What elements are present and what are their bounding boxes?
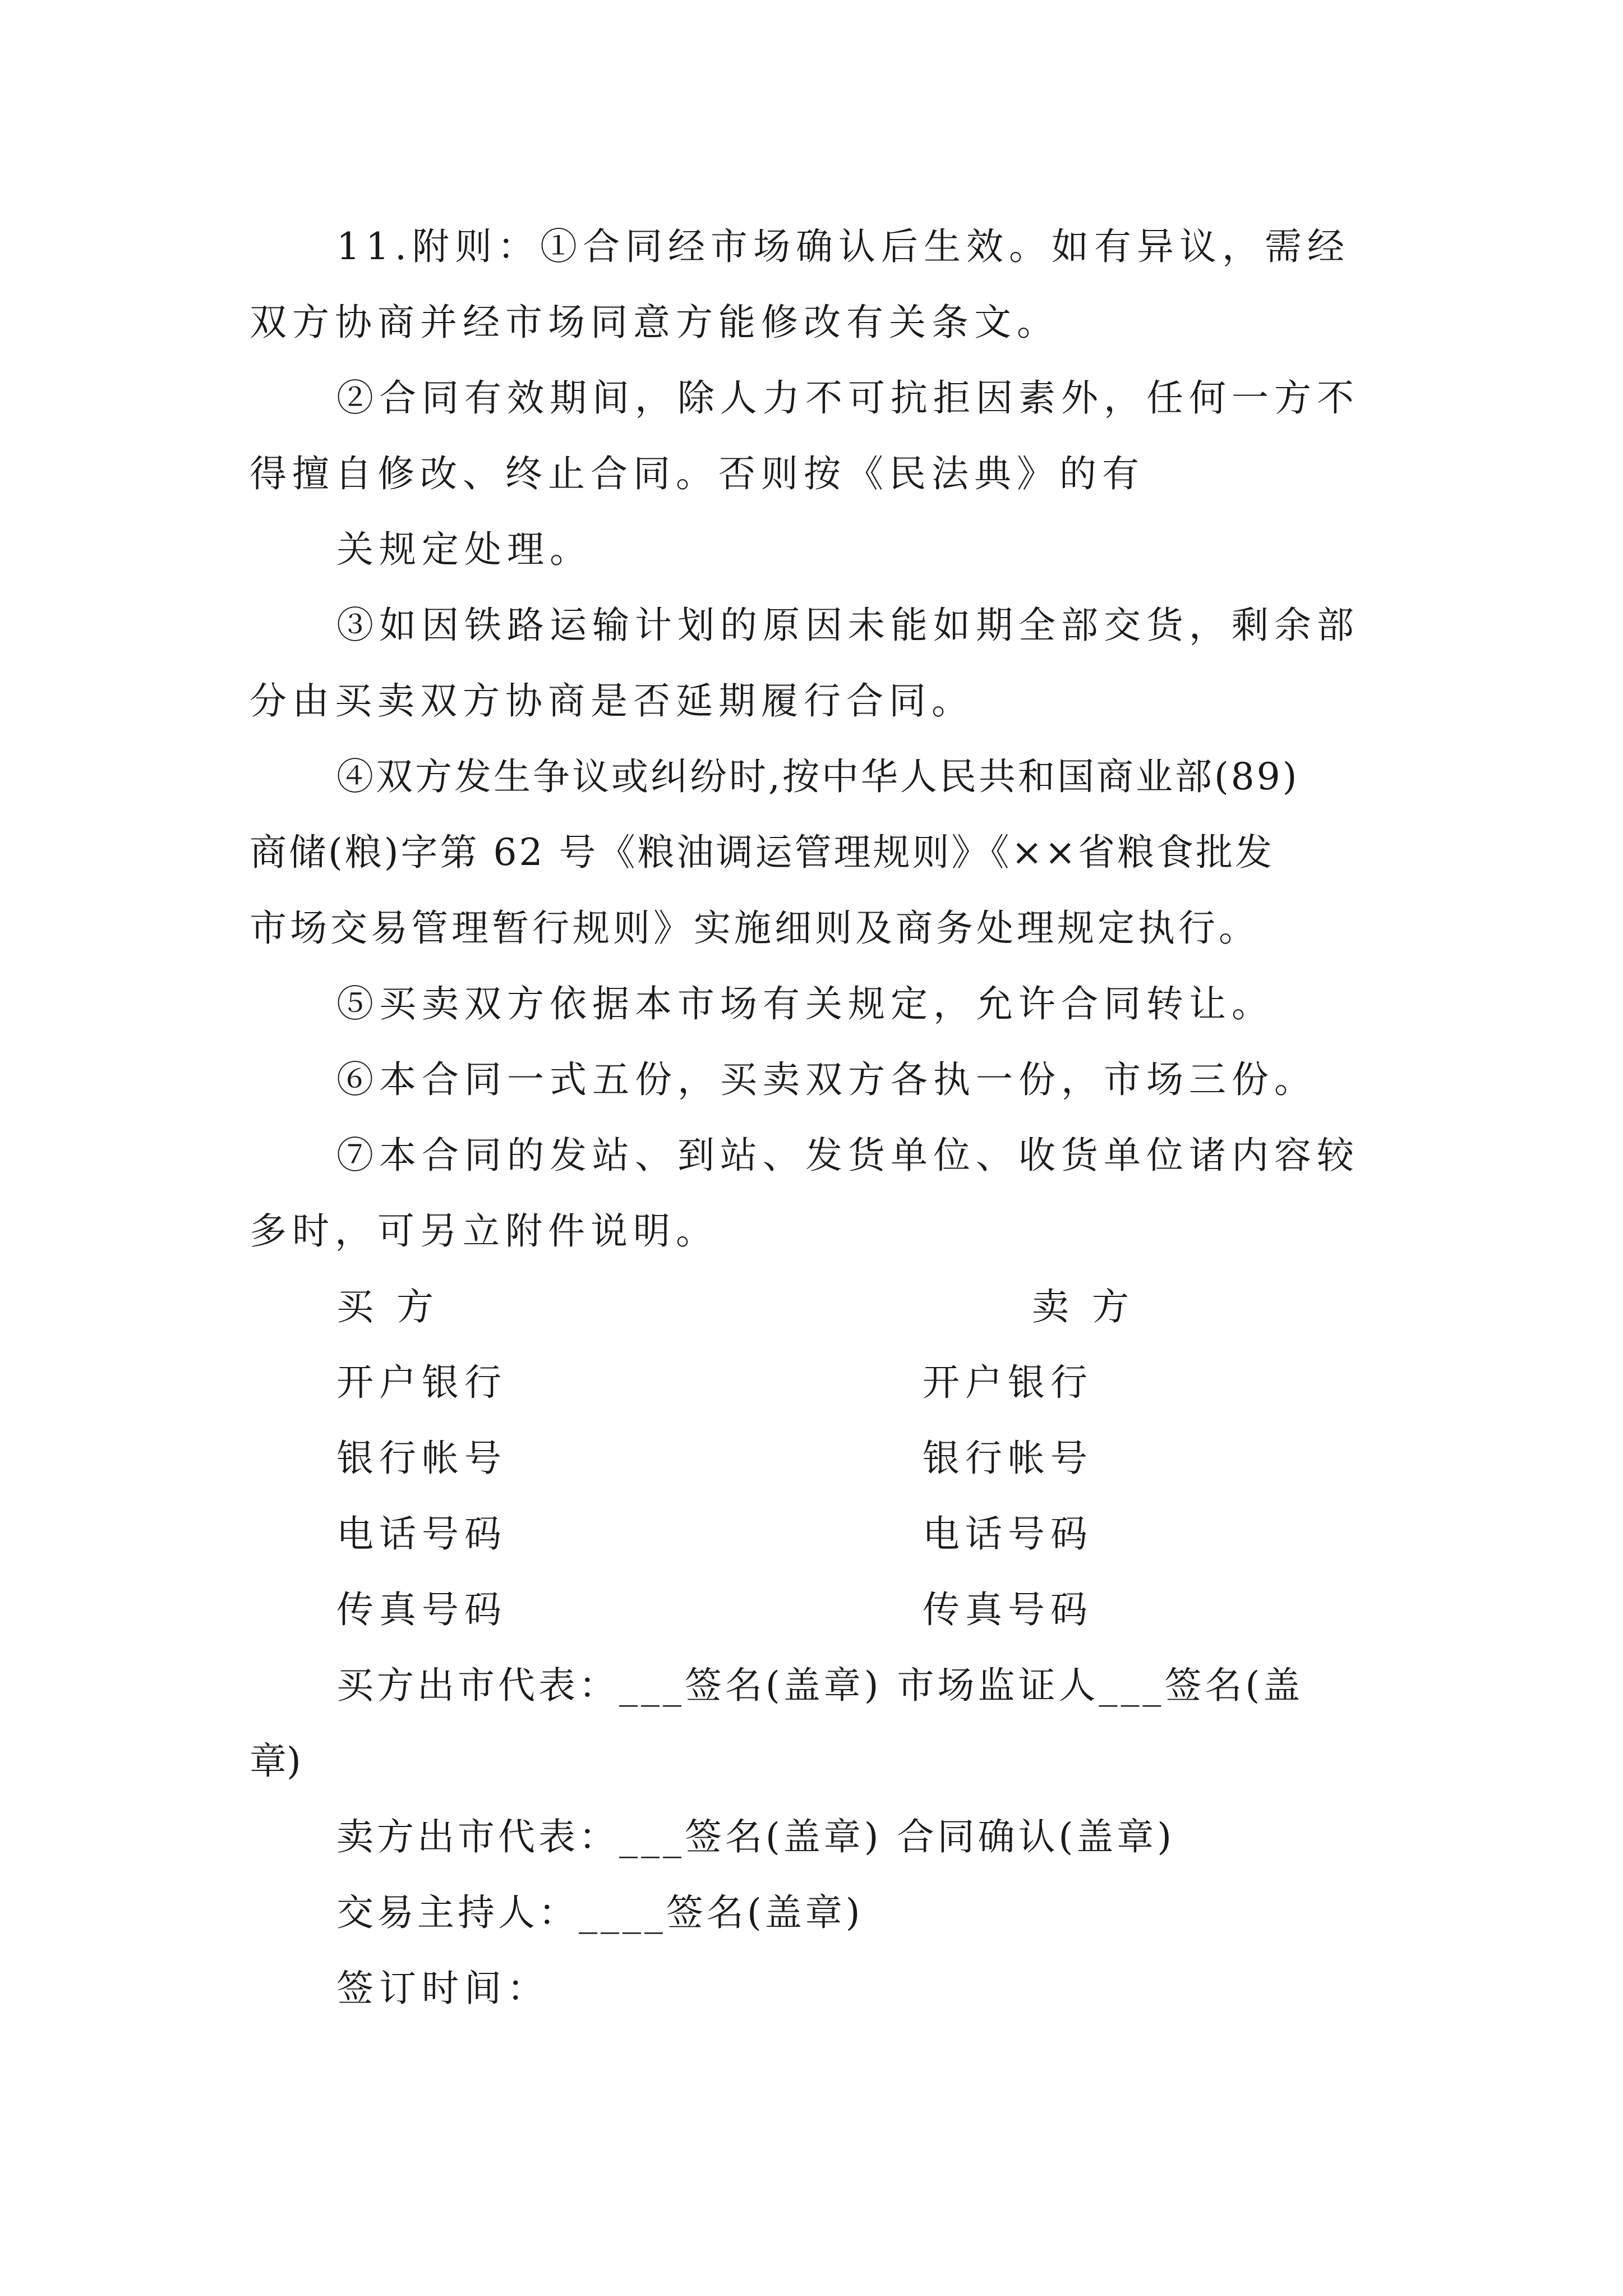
seller-bank: 开户银行: [923, 1361, 1093, 1404]
clause-5-line: ⑤买卖双方依据本市场有关规定，允许合同转让。: [336, 982, 1274, 1025]
seller-fax: 传真号码: [923, 1588, 1093, 1631]
buyer-title: 买 方: [336, 1285, 439, 1328]
clause-7-line-2: 多时，可另立附件说明。: [250, 1209, 718, 1253]
seller-rep-line: 卖方出市代表：___签名(盖章) 合同确认(盖章): [336, 1815, 1175, 1858]
clause-11-line-1: 11.附则：①合同经市场确认后生效。如有异议，需经: [336, 225, 1350, 268]
clause-2-line-3: 关规定处理。: [336, 528, 592, 571]
clause-2-line-2: 得擅自修改、终止合同。否则按《民法典》的有: [250, 452, 1145, 495]
clause-4-line-1: ④双方发生争议或纠纷时,按中华人民共和国商业部(89): [336, 755, 1299, 798]
clause-7-line-1: ⑦本合同的发站、到站、发货单位、收货单位诸内容较: [336, 1134, 1359, 1177]
clause-2-line-1: ②合同有效期间，除人力不可抗拒因素外，任何一方不: [336, 376, 1359, 420]
clause-3-line-1: ③如因铁路运输计划的原因未能如期全部交货，剩余部: [336, 604, 1359, 647]
sign-date-line: 签订时间：: [336, 1967, 550, 2010]
seller-phone: 电话号码: [923, 1512, 1093, 1556]
clause-4-line-3: 市场交易管理暂行规则》实施细则及商务处理规定执行。: [250, 907, 1259, 950]
buyer-rep-line: 买方出市代表：___签名(盖章) 市场监证人___签名(盖: [336, 1664, 1304, 1707]
seller-account: 银行帐号: [923, 1437, 1093, 1480]
buyer-phone: 电话号码: [336, 1512, 507, 1556]
clause-3-line-2: 分由买卖双方协商是否延期履行合同。: [250, 679, 974, 723]
buyer-bank: 开户银行: [336, 1361, 507, 1404]
host-line: 交易主持人：____签名(盖章): [336, 1891, 864, 1934]
buyer-fax: 传真号码: [336, 1588, 507, 1631]
buyer-rep-line-cont: 章): [250, 1740, 301, 1783]
clause-4-line-2: 商储(粮)字第 62 号《粮油调运管理规则》《××省粮食批发: [250, 831, 1275, 874]
clause-11-line-2: 双方协商并经市场同意方能修改有关条文。: [250, 301, 1059, 344]
buyer-account: 银行帐号: [336, 1437, 507, 1480]
seller-title: 卖 方: [1032, 1285, 1135, 1328]
clause-6-line: ⑥本合同一式五份，买卖双方各执一份，市场三份。: [336, 1058, 1317, 1101]
